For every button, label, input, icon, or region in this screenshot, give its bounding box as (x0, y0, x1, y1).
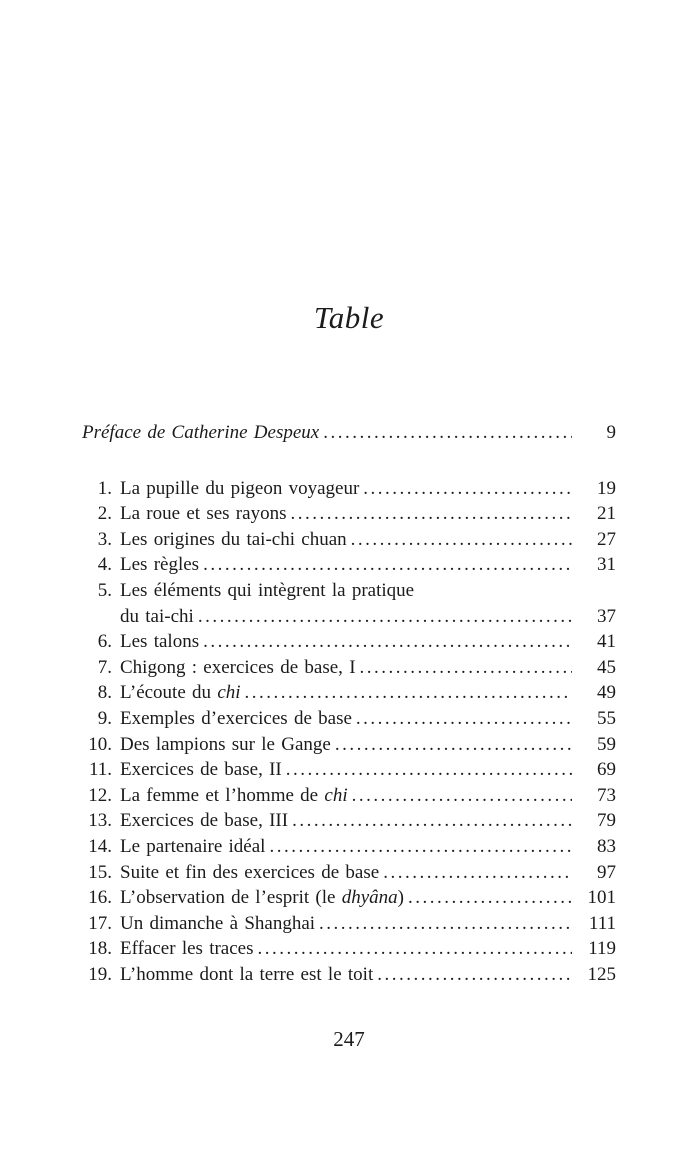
entry-page-number: 49 (597, 682, 616, 704)
entry-page-number: 79 (597, 810, 616, 832)
entry-number: 16. (88, 887, 112, 909)
entry-number: 11. (88, 759, 112, 781)
dot-leader (383, 860, 572, 886)
entry-title-text: Chigong : exercices de base, I (120, 656, 356, 678)
toc-entry-line (82, 911, 616, 937)
preface-entry (82, 420, 616, 446)
dot-leader (351, 527, 572, 553)
entry-title-text: Effacer les traces (120, 938, 254, 960)
entry-title (120, 834, 265, 860)
entry-number: 15. (88, 861, 112, 883)
dot-leader (377, 962, 572, 988)
dot-leader (363, 476, 572, 502)
entry-title (120, 552, 199, 578)
toc-entry-line (82, 732, 616, 758)
entry-title-text: L’observation de l’esprit (le (120, 887, 342, 909)
toc-entry-line (82, 706, 616, 732)
entry-title (120, 808, 288, 834)
entry-title (120, 757, 282, 783)
entry-number: 1. (97, 477, 112, 499)
entry-title-text: Exercices de base, III (120, 810, 289, 832)
toc-entry-line (82, 885, 616, 911)
dot-leader (245, 680, 572, 706)
entry-page-number: 83 (597, 835, 616, 857)
entry-number: 12. (88, 784, 112, 806)
entry-title (120, 501, 286, 527)
entry-title (120, 732, 331, 758)
dot-leader (203, 552, 572, 578)
toc-entry-line (82, 604, 616, 630)
entry-title (120, 962, 373, 988)
entry-title (120, 936, 254, 962)
entry-title-emphasis: chi (217, 682, 241, 704)
toc-entries (82, 476, 616, 988)
entry-title-text: Exemples d’exercices de base (120, 707, 352, 729)
entry-title-text: Suite et fin des exercices de base (120, 861, 380, 883)
folio-page-number: 247 (333, 1027, 365, 1052)
toc-entry-line (82, 962, 616, 988)
dot-leader (290, 501, 572, 527)
entry-page-number: 69 (597, 759, 616, 781)
entry-title-emphasis: dhyâna (341, 887, 398, 909)
entry-title (120, 655, 356, 681)
dot-leader (352, 783, 572, 809)
dot-leader (269, 834, 572, 860)
toc-entry-line (82, 757, 616, 783)
entry-title-text: L’homme dont la terre est le toit (120, 963, 374, 985)
entry-title-text: du tai-chi (120, 605, 194, 627)
entry-page-number: 59 (597, 733, 616, 755)
entry-title (120, 860, 379, 886)
entry-number: 6. (97, 631, 112, 653)
entry-page-number: 55 (597, 707, 616, 729)
toc-entry-line (82, 501, 616, 527)
toc-entry-line (82, 552, 616, 578)
entry-number: 17. (88, 912, 112, 934)
entry-page-number: 31 (597, 554, 616, 576)
entry-page-number: 101 (587, 887, 616, 909)
entry-title (120, 629, 199, 655)
entry-title-text: Des lampions sur le Gange (120, 733, 331, 755)
dot-leader (319, 911, 572, 937)
preface-title: Préface de Catherine Despeux (82, 422, 320, 443)
dot-leader (335, 732, 572, 758)
entry-number: 4. (97, 554, 112, 576)
entry-page-number: 21 (597, 503, 616, 525)
entry-title (120, 578, 414, 604)
toc-entry-line (82, 655, 616, 681)
toc-entry-line (82, 578, 616, 604)
entry-page-number: 27 (597, 528, 616, 550)
entry-page-number: 73 (597, 784, 616, 806)
entry-title-text: Le partenaire idéal (120, 835, 266, 857)
entry-number: 7. (97, 656, 112, 678)
toc-entry-line (82, 834, 616, 860)
entry-title-text: Exercices de base, II (120, 759, 282, 781)
entry-title (120, 527, 347, 553)
toc-entry-line (82, 476, 616, 502)
dot-leader (292, 808, 572, 834)
entry-number: 2. (97, 503, 112, 525)
entry-title (120, 604, 194, 630)
toc-entry-line (82, 860, 616, 886)
entry-title (120, 911, 315, 937)
entry-page-number: 37 (597, 605, 616, 627)
page-title: Table (313, 300, 385, 335)
entry-title-emphasis: chi (324, 784, 348, 806)
toc-entry-line (82, 936, 616, 962)
entry-number: 9. (97, 707, 112, 729)
entry-page-number: 111 (588, 912, 616, 934)
entry-title (120, 706, 352, 732)
dot-leader (408, 885, 572, 911)
preface-page-number: 9 (606, 422, 616, 443)
entry-title-text: Les règles (120, 554, 200, 576)
entry-page-number: 97 (597, 861, 616, 883)
entry-page-number: 19 (597, 477, 616, 499)
dot-leader (360, 655, 572, 681)
toc-entry-line (82, 527, 616, 553)
entry-title (120, 885, 404, 911)
entry-title-text: Les éléments qui intègrent la pratique (120, 579, 415, 601)
entry-title-text: La femme et l’homme de (120, 784, 325, 806)
entry-title-text: Un dimanche à Shanghai (120, 912, 316, 934)
entry-number: 8. (97, 682, 112, 704)
entry-title-text: ) (397, 887, 404, 909)
dot-leader (198, 604, 572, 630)
toc-list (82, 420, 616, 987)
entry-page-number: 45 (597, 656, 616, 678)
entry-number: 3. (97, 528, 112, 550)
dot-leader (356, 706, 572, 732)
entry-title (120, 783, 348, 809)
dot-leader (286, 757, 572, 783)
toc-entry-line (82, 783, 616, 809)
entry-title-text: Les talons (120, 631, 200, 653)
toc-entry-line (82, 680, 616, 706)
dot-leader (203, 629, 572, 655)
toc-entry-line (82, 629, 616, 655)
entry-number: 13. (88, 810, 112, 832)
entry-title-text: Les origines du tai-chi chuan (120, 528, 347, 550)
entry-number: 10. (88, 733, 112, 755)
entry-number: 19. (88, 963, 112, 985)
entry-page-number: 125 (587, 963, 616, 985)
entry-number: 14. (88, 835, 112, 857)
entry-title-text: La roue et ses rayons (120, 503, 287, 525)
entry-page-number: 41 (597, 631, 616, 653)
entry-title-text: La pupille du pigeon voyageur (120, 477, 360, 499)
entry-number: 18. (88, 938, 112, 960)
entry-title (120, 680, 241, 706)
entry-number: 5. (97, 579, 112, 601)
dot-leader (258, 936, 573, 962)
entry-page-number: 119 (588, 938, 616, 960)
entry-title (120, 476, 359, 502)
toc-entry-line (82, 808, 616, 834)
entry-title-text: L’écoute du (120, 682, 218, 704)
dot-leader (323, 420, 572, 446)
